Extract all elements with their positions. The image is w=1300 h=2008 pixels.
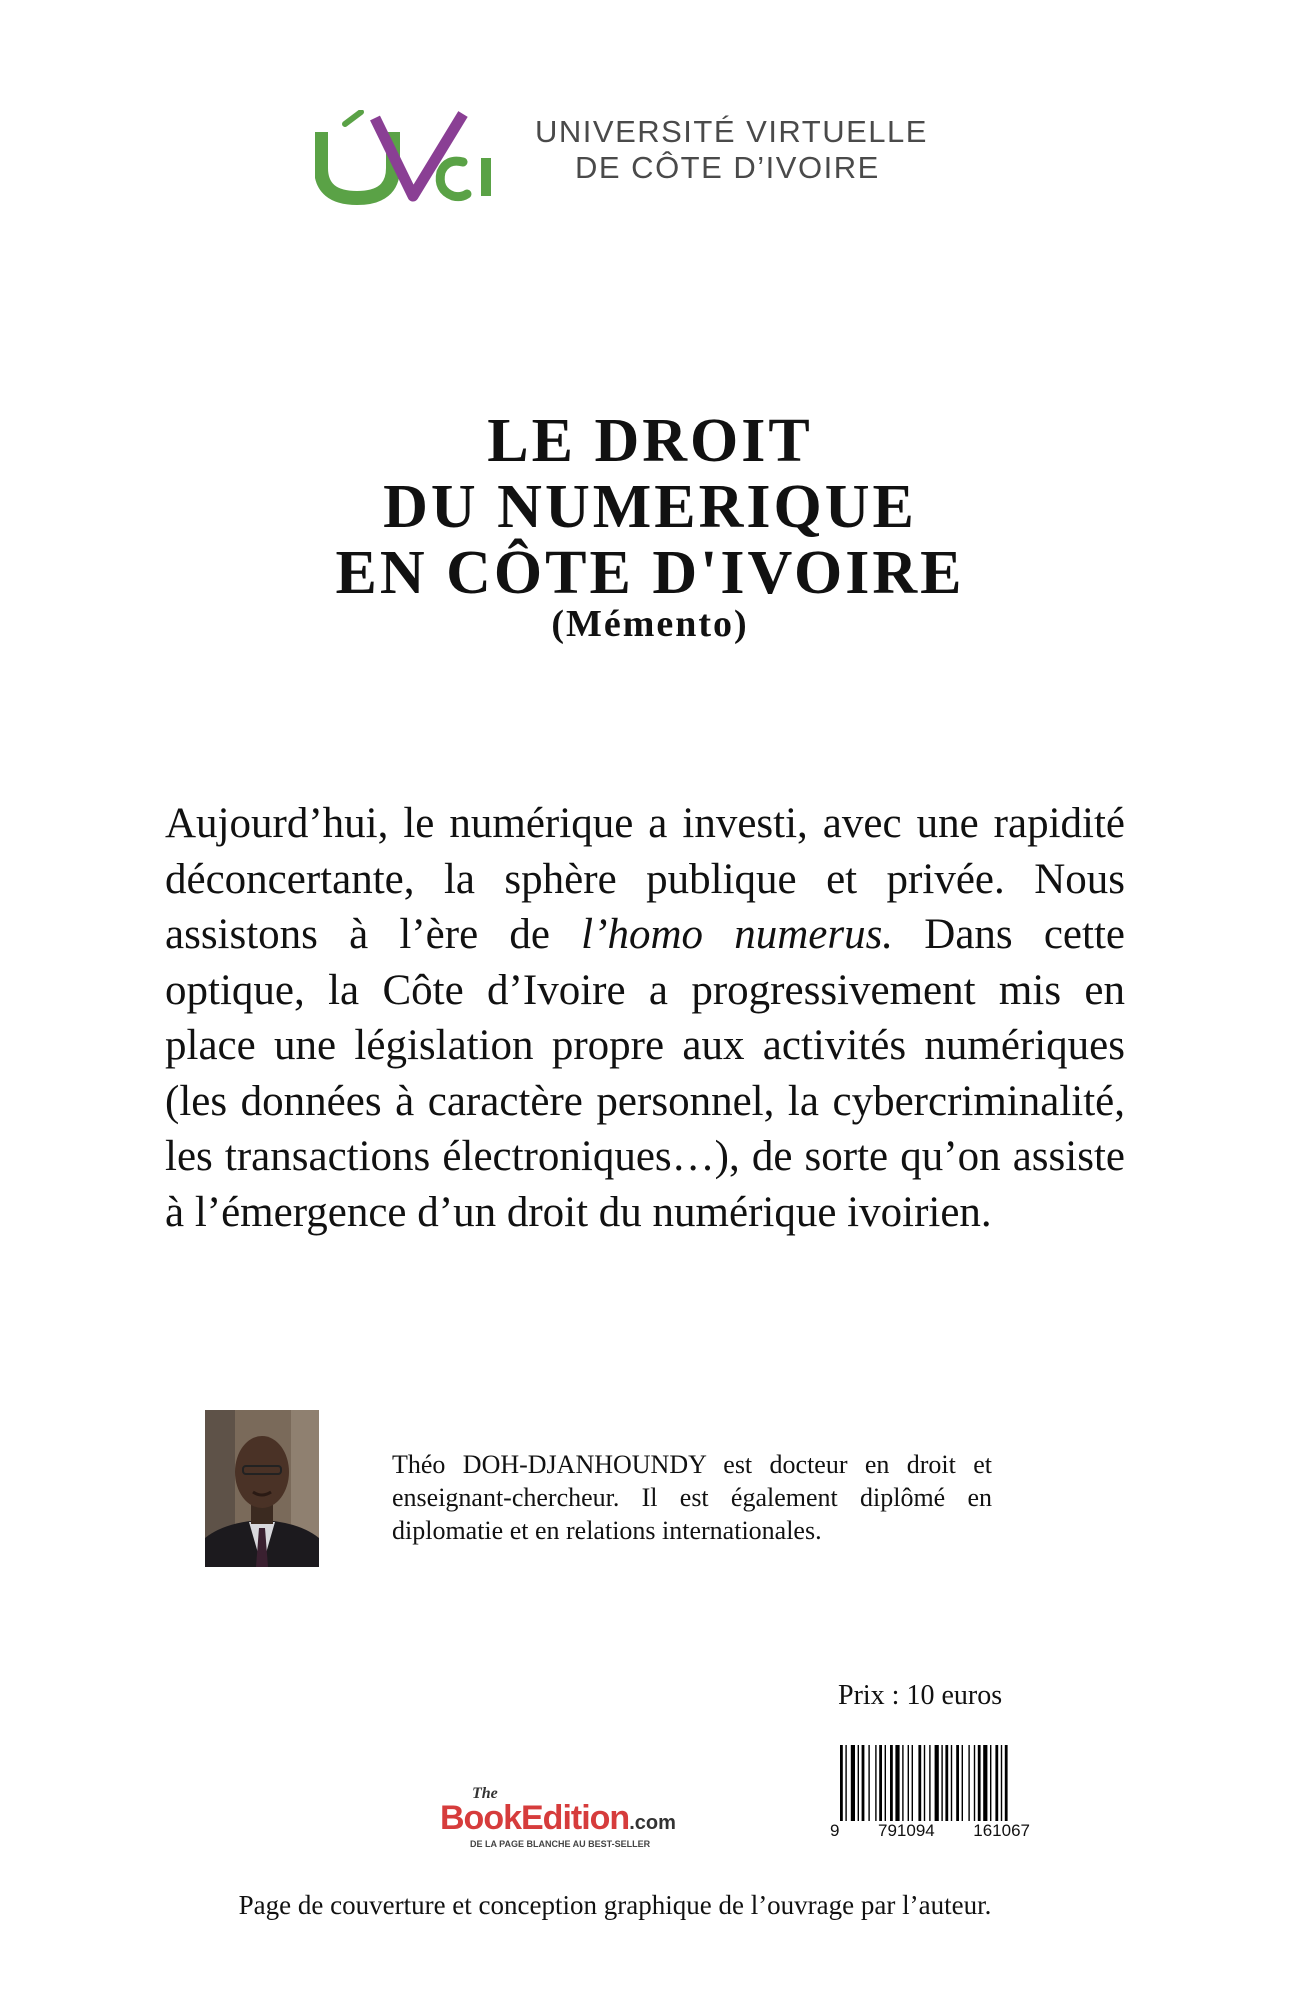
book-title-line-3: EN CÔTE D'IVOIRE (335, 539, 965, 607)
description-italic: l’homo numerus. (581, 911, 894, 958)
publisher-brand: BookEdition (440, 1799, 630, 1837)
publisher-tagline: DE LA PAGE BLANCHE AU BEST-SELLER (470, 1839, 651, 1849)
price: Prix : 10 euros (838, 1680, 1003, 1711)
logo-line-1: UNIVERSITÉ VIRTUELLE (535, 114, 928, 149)
description-text-1: Aujourd’hui, le numérique a investi, avec une rapidité déconcertante, la sphère publique et privée. Nous assistons à l’ère de (165, 800, 1125, 958)
book-title-line-1: LE DROIT (487, 407, 813, 475)
barcode-number (830, 1821, 1030, 1841)
description-text-2: Dans cette optique, la Côte d’Ivoire a progressivement mis en place une législation propre aux activités numériques (les données à caractère personnel, la cybercriminalité, les transactions électroniques…), de sorte qu’on assiste à l’émergence d’un droit du numérique ivoirien. (165, 911, 1125, 1236)
author-bio: Théo DOH-DJANHOUNDY est docteur en droit et enseignant-chercheur. Il est également diplômé en diplomatie et en relations internationales. (392, 1450, 992, 1545)
logo-line-2: DE CÔTE D’IVOIRE (575, 150, 880, 185)
publisher-name (440, 1799, 676, 1838)
publisher-the: The (472, 1785, 498, 1802)
publisher-logo (440, 1785, 715, 1855)
barcode (830, 1745, 1030, 1843)
author-photo (205, 1410, 319, 1567)
barcode-digit-group-2: 791094 (878, 1821, 935, 1840)
barcode-digit-group-3: 161067 (973, 1821, 1030, 1840)
uvci-logo-mark (315, 110, 535, 210)
book-description (165, 796, 1125, 1240)
uvci-logo (315, 110, 995, 210)
cover-credit: Page de couverture et conception graphique de l’ouvrage par l’auteur. (238, 1890, 992, 1920)
barcode-bars-icon (830, 1745, 1030, 1825)
author-portrait-icon (205, 1410, 319, 1567)
book-subtitle: (Mémento) (551, 603, 749, 645)
publisher-domain: .com (629, 1812, 676, 1834)
book-title-line-2: DU NUMERIQUE (383, 473, 917, 541)
barcode-digit-group-1: 9 (830, 1821, 840, 1840)
